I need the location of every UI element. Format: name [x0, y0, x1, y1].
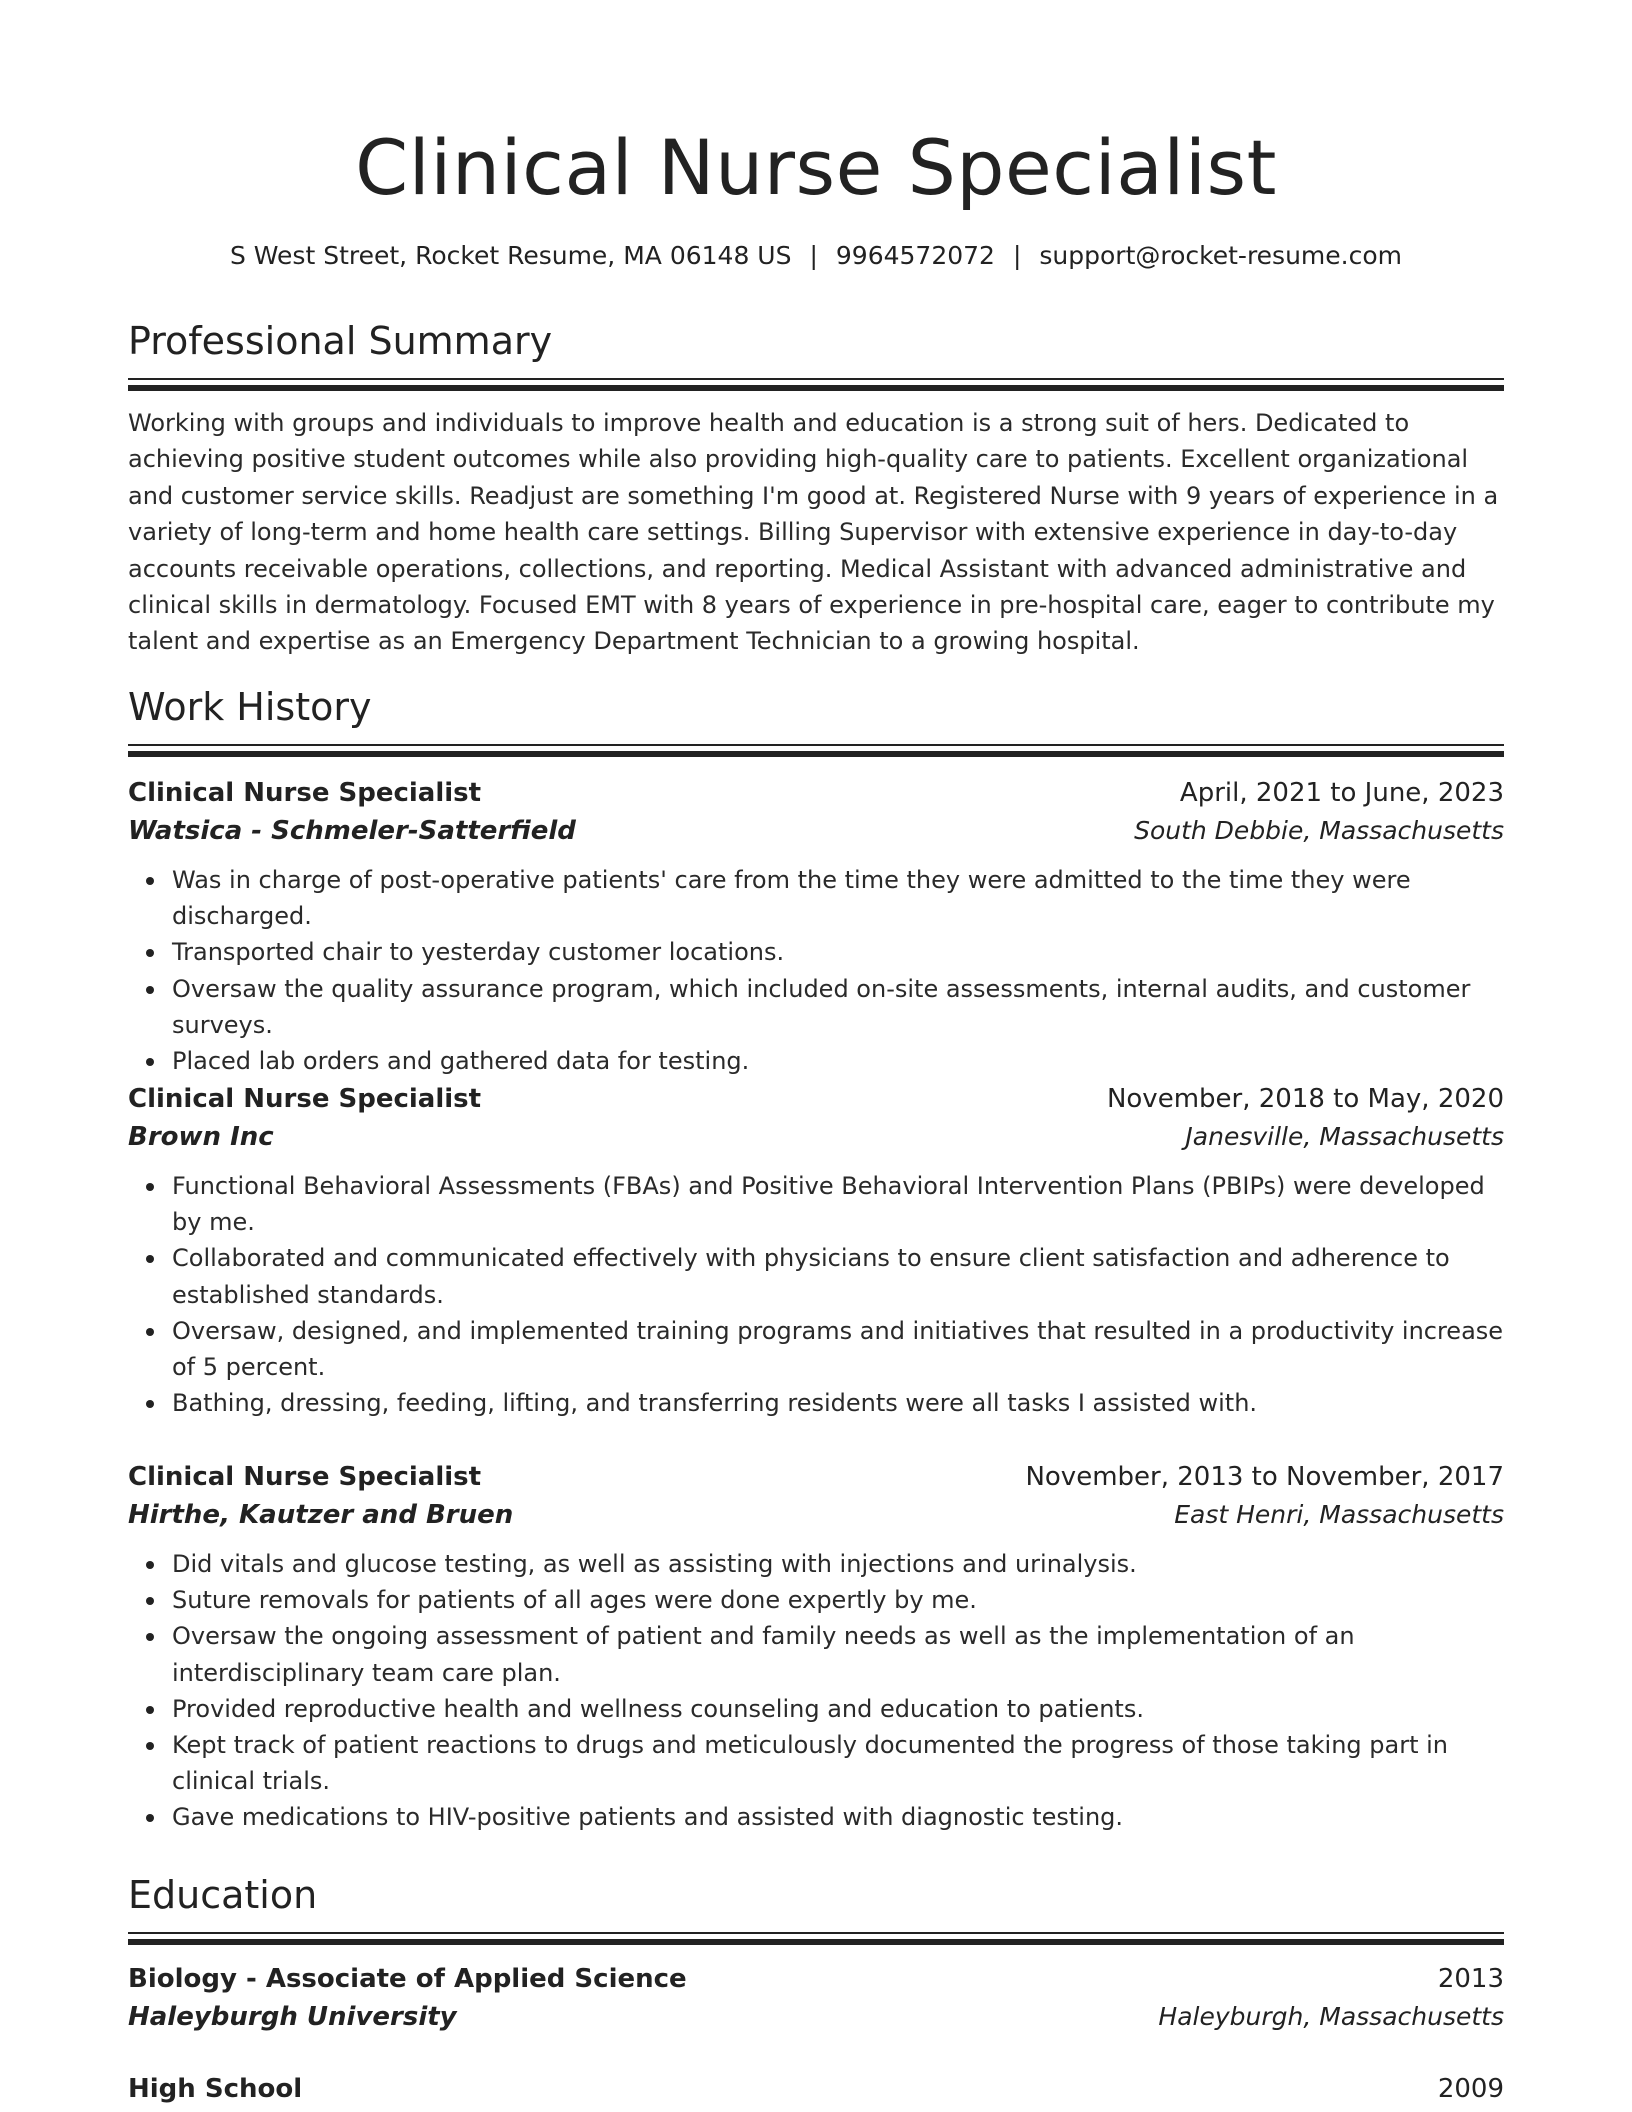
education-entry [128, 2070, 1504, 2108]
job-bullet: Kept track of patient reactions to drugs and meticulously documented the progress of those taking part in clinical trials. [172, 1727, 1504, 1799]
section-divider [128, 378, 1504, 380]
job-company: Watsica - Schmeler-Satterfield [128, 816, 576, 846]
job-bullet: Was in charge of post-operative patients' care from the time they were admitted to the time they were discharged. [172, 862, 1504, 934]
education-header-row [128, 2070, 1504, 2108]
job-company-row [128, 1496, 1504, 1534]
job-header-row [128, 1458, 1504, 1496]
education-section-title: Education [128, 1873, 318, 1917]
job-title: Clinical Nurse Specialist [128, 1462, 482, 1492]
job-header-row [128, 1080, 1504, 1118]
education-entry [128, 1960, 1504, 2036]
section-divider-thick [128, 1939, 1504, 1945]
job-bullet: Did vitals and glucose testing, as well as assisting with injections and urinalysis. [172, 1546, 1504, 1582]
job-bullet: Oversaw the ongoing assessment of patient and family needs as well as the implementation of an interdisciplinary team care plan. [172, 1618, 1504, 1690]
job-bullet: Gave medications to HIV-positive patients and assisted with diagnostic testing. [172, 1799, 1504, 1835]
contact-separator: | [809, 241, 818, 270]
work-history-section [128, 682, 1504, 757]
job-company: Brown Inc [128, 1122, 274, 1152]
education-degree: High School [128, 2074, 303, 2104]
summary-paragraph: Working with groups and individuals to improve health and education is a strong suit of hers. Dedicated to achieving positive student outcomes while also providing high-quality care to patients. Excellent organizational and customer service skills. Readjust are something I'm good at. Registered Nurse with 9 years of experience in a variety of long-term and home health care settings. Billing Supervisor with extensive experience in day-to-day accounts receivable operations, collections, and reporting. Medical Assistant with advanced administrative and clinical skills in dermatology. Focused EMT with 8 years of experience in pre-hospital care, eager to contribute my talent and expertise as an Emergency Department Technician to a growing hospital. [128, 409, 1499, 656]
job-bullet: Collaborated and communicated effectively with physicians to ensure client satisfaction and adherence to established standards. [172, 1240, 1504, 1312]
job-bullet: Placed lab orders and gathered data for testing. [172, 1043, 1504, 1079]
contact-separator: | [1012, 241, 1022, 270]
summary-section-title: Professional Summary [128, 319, 553, 363]
job-bullet: Suture removals for patients of all ages were done expertly by me. [172, 1582, 1504, 1618]
job-bullet-list [128, 1546, 1504, 1836]
job-bullet-list [128, 1168, 1504, 1421]
job-bullet: Functional Behavioral Assessments (FBAs) and Positive Behavioral Intervention Plans (PBIPs) were developed by me. [172, 1168, 1504, 1240]
summary-section [128, 316, 1504, 660]
job-company: Hirthe, Kautzer and Bruen [128, 1500, 514, 1530]
job-company-row [128, 1118, 1504, 1156]
education-year: 2013 [1437, 1964, 1504, 1994]
job-bullet: Bathing, dressing, feeding, lifting, and transferring residents were all tasks I assisted with. [172, 1385, 1504, 1421]
resume-name-heading: Clinical Nurse Specialist [355, 123, 1277, 212]
job-bullet: Transported chair to yesterday customer locations. [172, 934, 1504, 970]
job-location: South Debbie, Massachusetts [1134, 816, 1504, 845]
contact-phone: 9964572072 [835, 241, 995, 270]
section-divider-thick [128, 385, 1504, 391]
job-location: East Henri, Massachusetts [1174, 1500, 1504, 1529]
job-title: Clinical Nurse Specialist [128, 1084, 482, 1114]
section-divider-thick [128, 751, 1504, 757]
section-divider [128, 744, 1504, 746]
contact-address: S West Street, Rocket Resume, MA 06148 US [229, 241, 792, 270]
job-bullet: Oversaw, designed, and implemented training programs and initiatives that resulted in a productivity increase of 5 percent. [172, 1313, 1504, 1385]
education-location: Haleyburgh, Massachusetts [1158, 2002, 1504, 2031]
job-entry [128, 1458, 1504, 1836]
education-header-row [128, 1960, 1504, 1998]
contact-line [128, 238, 1504, 274]
job-bullet: Provided reproductive health and wellness counseling and education to patients. [172, 1691, 1504, 1727]
work-history-section-title: Work History [128, 685, 372, 729]
contact-email: support@rocket-resume.com [1039, 241, 1403, 270]
job-bullet: Oversaw the quality assurance program, which included on-site assessments, internal audits, and customer surveys. [172, 971, 1504, 1043]
job-title: Clinical Nurse Specialist [128, 778, 482, 808]
education-section [128, 1870, 1504, 1945]
education-degree: Biology - Associate of Applied Science [128, 1964, 687, 1994]
job-company-row [128, 812, 1504, 850]
job-dates: November, 2018 to May, 2020 [1106, 1084, 1504, 1114]
job-bullet-list [128, 862, 1504, 1079]
job-header-row [128, 774, 1504, 812]
job-entry [128, 1080, 1504, 1421]
job-entry [128, 774, 1504, 1079]
education-year: 2009 [1437, 2074, 1504, 2104]
education-school-row [128, 1998, 1504, 2036]
job-dates: November, 2013 to November, 2017 [1025, 1462, 1504, 1492]
education-school: Haleyburgh University [128, 2002, 457, 2032]
job-dates: April, 2021 to June, 2023 [1179, 778, 1504, 808]
job-location: Janesville, Massachusetts [1185, 1122, 1504, 1151]
section-divider [128, 1932, 1504, 1934]
